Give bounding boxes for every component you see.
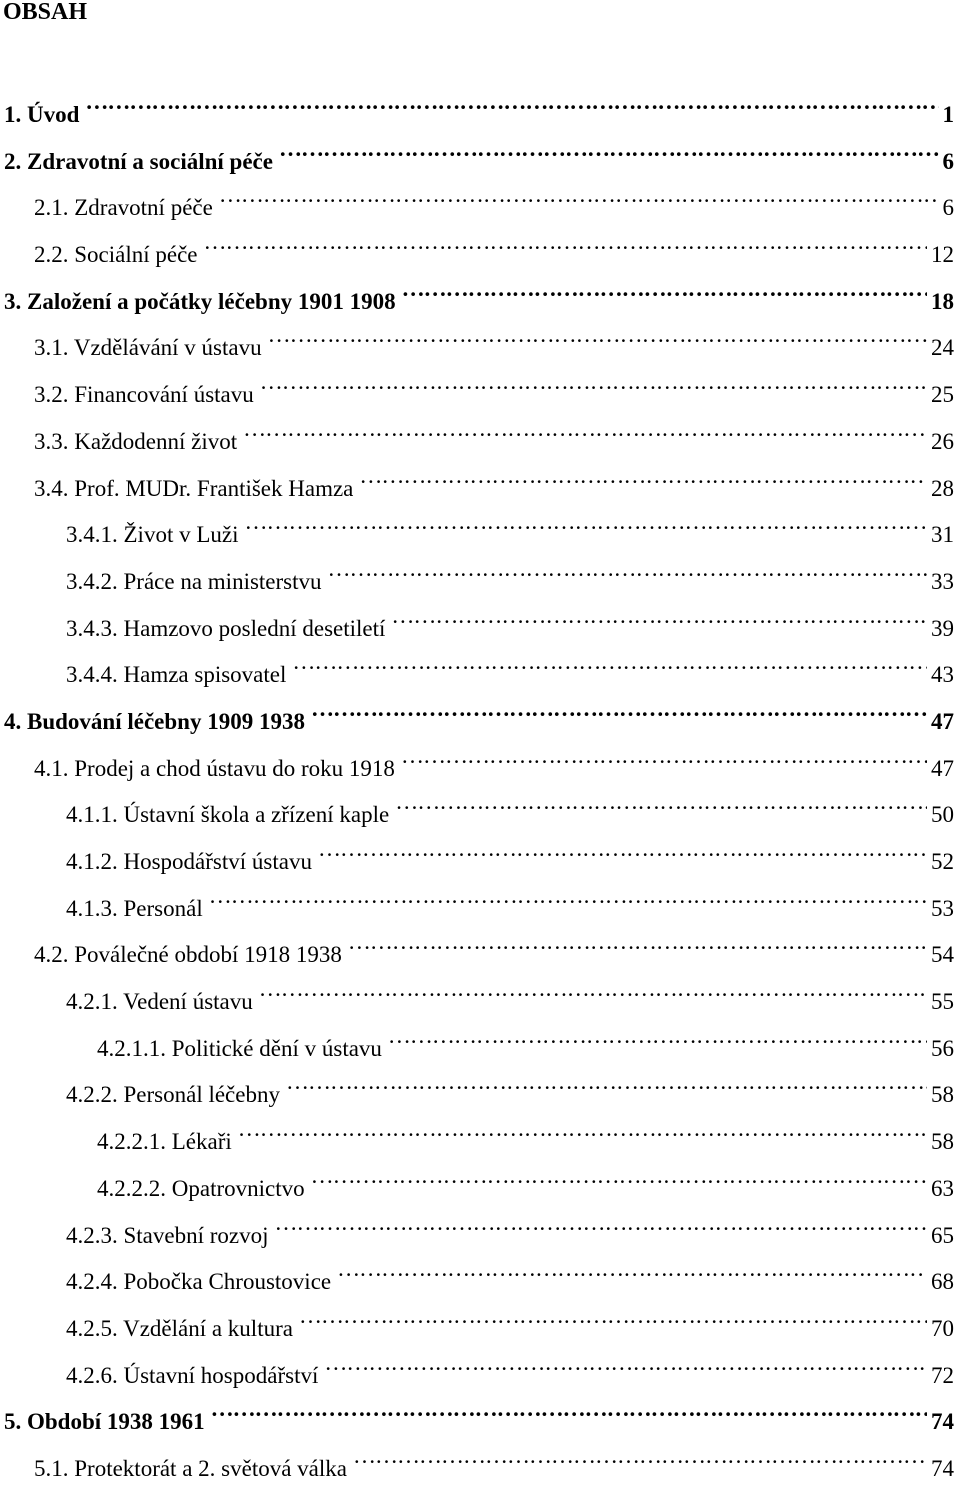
toc-entry[interactable] bbox=[0, 315, 960, 362]
toc-entry[interactable] bbox=[0, 829, 960, 876]
toc-entry-page-number: 52 bbox=[931, 849, 954, 874]
toc-dot-leader bbox=[395, 782, 927, 822]
toc-dot-leader bbox=[359, 456, 927, 496]
toc-entry-page-number: 56 bbox=[931, 1035, 954, 1061]
toc-entry-page-number: 53 bbox=[931, 895, 954, 921]
toc-entry-label: 4. Budování léčebny 1909 1938 bbox=[4, 708, 305, 734]
toc-dot-leader bbox=[318, 829, 927, 869]
toc-entry[interactable] bbox=[0, 1296, 960, 1343]
toc-dot-leader bbox=[292, 642, 927, 682]
toc-entry[interactable] bbox=[0, 456, 960, 503]
toc-entry[interactable] bbox=[0, 269, 960, 316]
toc-entry-page-number: 43 bbox=[931, 662, 954, 688]
toc-dot-leader bbox=[311, 1156, 927, 1196]
toc-entry[interactable] bbox=[0, 222, 960, 269]
toc-dot-leader bbox=[337, 1249, 927, 1289]
toc-entry[interactable] bbox=[0, 82, 960, 129]
toc-entry-label: 3.4.4. Hamza spisovatel bbox=[66, 662, 287, 688]
page-title: OBSAH bbox=[3, 0, 88, 25]
toc-dot-leader bbox=[219, 175, 939, 215]
toc-entry-label: 4.1.1. Ústavní škola a zřízení kaple bbox=[66, 802, 390, 828]
toc-entry-page-number: 6 bbox=[942, 195, 954, 221]
toc-entry-label: 1. Úvod bbox=[4, 102, 80, 127]
toc-entry-page-number: 68 bbox=[931, 1269, 954, 1295]
toc-dot-leader bbox=[348, 922, 927, 962]
toc-entry[interactable] bbox=[0, 1203, 960, 1250]
toc-dot-leader bbox=[204, 222, 927, 262]
toc-entry-page-number: 18 bbox=[931, 288, 954, 314]
toc-dot-leader bbox=[275, 1203, 928, 1243]
toc-entry-page-number: 1 bbox=[942, 102, 954, 127]
toc-entry[interactable] bbox=[0, 1389, 960, 1436]
toc-entry-page-number: 26 bbox=[931, 428, 954, 454]
toc-entry[interactable] bbox=[0, 1109, 960, 1156]
toc-entry-page-number: 65 bbox=[931, 1222, 954, 1248]
toc-dot-leader bbox=[243, 409, 927, 449]
toc-entry-label: 4.1.3. Personál bbox=[66, 895, 203, 921]
toc-entry-page-number: 24 bbox=[931, 335, 954, 361]
toc-dot-leader bbox=[211, 1389, 927, 1429]
toc-entry-page-number: 63 bbox=[931, 1175, 954, 1201]
toc-entry[interactable] bbox=[0, 409, 960, 456]
toc-dot-leader bbox=[388, 1016, 927, 1056]
toc-entry[interactable] bbox=[0, 969, 960, 1016]
toc-entry-page-number: 47 bbox=[931, 755, 954, 781]
toc-dot-leader bbox=[286, 1062, 927, 1102]
toc-entry-page-number: 58 bbox=[931, 1082, 954, 1108]
toc-entry-label: 4.2. Poválečné období 1918 1938 bbox=[34, 942, 342, 968]
toc-entry-label: 3.3. Každodenní život bbox=[34, 428, 238, 454]
toc-entry-label: 2. Zdravotní a sociální péče bbox=[4, 148, 273, 174]
toc-entry-label: 4.2.3. Stavební rozvoj bbox=[66, 1222, 269, 1248]
toc-entry-page-number: 72 bbox=[931, 1362, 954, 1388]
toc-entry-label: 5.1. Protektorát a 2. světová válka bbox=[34, 1455, 347, 1481]
toc-entry-label: 4.2.2.2. Opatrovnictvo bbox=[97, 1175, 305, 1201]
toc-dot-leader bbox=[279, 129, 939, 169]
toc-entry-page-number: 55 bbox=[931, 989, 954, 1015]
toc-entry[interactable] bbox=[0, 362, 960, 409]
toc-entry[interactable] bbox=[0, 689, 960, 736]
toc-entry-label: 4.2.2.1. Lékaři bbox=[97, 1129, 232, 1155]
toc-entry-label: 4.2.4. Pobočka Chroustovice bbox=[66, 1269, 332, 1295]
toc-entry-page-number: 54 bbox=[931, 942, 954, 968]
toc-entry-label: 3.1. Vzdělávání v ústavu bbox=[34, 335, 262, 361]
toc-entry-page-number: 33 bbox=[931, 568, 954, 594]
toc-entry-page-number: 58 bbox=[931, 1129, 954, 1155]
toc-dot-leader bbox=[244, 502, 927, 542]
toc-entry-label: 5. Období 1938 1961 bbox=[4, 1409, 205, 1435]
toc-entry-label: 4.2.2. Personál léčebny bbox=[66, 1082, 280, 1108]
toc-dot-leader bbox=[268, 315, 927, 355]
toc-dot-leader bbox=[299, 1296, 927, 1336]
toc-entry[interactable] bbox=[0, 922, 960, 969]
toc-entry[interactable] bbox=[0, 782, 960, 829]
toc-dot-leader bbox=[238, 1109, 927, 1149]
toc-entry-page-number: 50 bbox=[931, 802, 954, 828]
toc-entry[interactable] bbox=[0, 1436, 960, 1483]
toc-entry-label: 2.2. Sociální péče bbox=[34, 242, 198, 268]
toc-entry[interactable] bbox=[0, 1016, 960, 1063]
toc-entry-page-number: 6 bbox=[942, 148, 954, 174]
table-of-contents bbox=[0, 82, 960, 1483]
toc-entry-label: 4.2.1.1. Politické dění v ústavu bbox=[97, 1035, 382, 1061]
toc-entry-page-number: 31 bbox=[931, 522, 954, 548]
toc-entry-page-number: 39 bbox=[931, 615, 954, 641]
toc-dot-leader bbox=[401, 736, 927, 776]
toc-entry[interactable] bbox=[0, 502, 960, 549]
toc-entry-label: 2.1. Zdravotní péče bbox=[34, 195, 213, 221]
toc-entry[interactable] bbox=[0, 1249, 960, 1296]
toc-entry-label: 3.2. Financování ústavu bbox=[34, 382, 254, 408]
toc-dot-leader bbox=[353, 1436, 927, 1476]
toc-dot-leader bbox=[311, 689, 927, 729]
toc-dot-leader bbox=[324, 1343, 927, 1383]
toc-dot-leader bbox=[209, 876, 927, 916]
toc-dot-leader bbox=[328, 549, 927, 589]
toc-entry[interactable] bbox=[0, 876, 960, 923]
toc-entry[interactable] bbox=[0, 175, 960, 222]
toc-entry[interactable] bbox=[0, 736, 960, 783]
toc-entry-label: 3.4. Prof. MUDr. František Hamza bbox=[34, 475, 354, 501]
toc-entry-label: 3.4.1. Život v Luži bbox=[66, 522, 239, 548]
toc-entry-label: 3.4.2. Práce na ministerstvu bbox=[66, 568, 322, 594]
toc-entry-label: 4.2.6. Ústavní hospodářství bbox=[66, 1362, 319, 1388]
toc-entry[interactable] bbox=[0, 642, 960, 689]
toc-entry[interactable] bbox=[0, 1062, 960, 1109]
toc-entry[interactable] bbox=[0, 129, 960, 176]
toc-entry-label: 4.2.5. Vzdělání a kultura bbox=[66, 1315, 293, 1341]
toc-dot-leader bbox=[402, 269, 927, 309]
toc-entry[interactable] bbox=[0, 549, 960, 596]
toc-entry-label: 3. Založení a počátky léčebny 1901 1908 bbox=[4, 288, 396, 314]
toc-entry-label: 3.4.3. Hamzovo poslední desetiletí bbox=[66, 615, 386, 641]
toc-entry-page-number: 74 bbox=[931, 1409, 954, 1435]
toc-entry-label: 4.2.1. Vedení ústavu bbox=[66, 989, 253, 1015]
toc-entry-page-number: 47 bbox=[931, 708, 954, 734]
toc-entry-page-number: 70 bbox=[931, 1315, 954, 1341]
toc-entry[interactable] bbox=[0, 596, 960, 643]
toc-dot-leader bbox=[391, 596, 927, 636]
toc-dot-leader bbox=[260, 362, 927, 402]
toc-entry-page-number: 12 bbox=[931, 242, 954, 268]
toc-entry-label: 4.1. Prodej a chod ústavu do roku 1918 bbox=[34, 755, 395, 781]
toc-entry-page-number: 28 bbox=[931, 475, 954, 501]
toc-entry-page-number: 25 bbox=[931, 382, 954, 408]
toc-dot-leader bbox=[259, 969, 927, 1009]
toc-entry-page-number: 74 bbox=[931, 1455, 954, 1481]
toc-entry[interactable] bbox=[0, 1343, 960, 1390]
toc-entry-label: 4.1.2. Hospodářství ústavu bbox=[66, 849, 312, 874]
toc-dot-leader bbox=[85, 82, 938, 122]
toc-entry[interactable] bbox=[0, 1156, 960, 1203]
